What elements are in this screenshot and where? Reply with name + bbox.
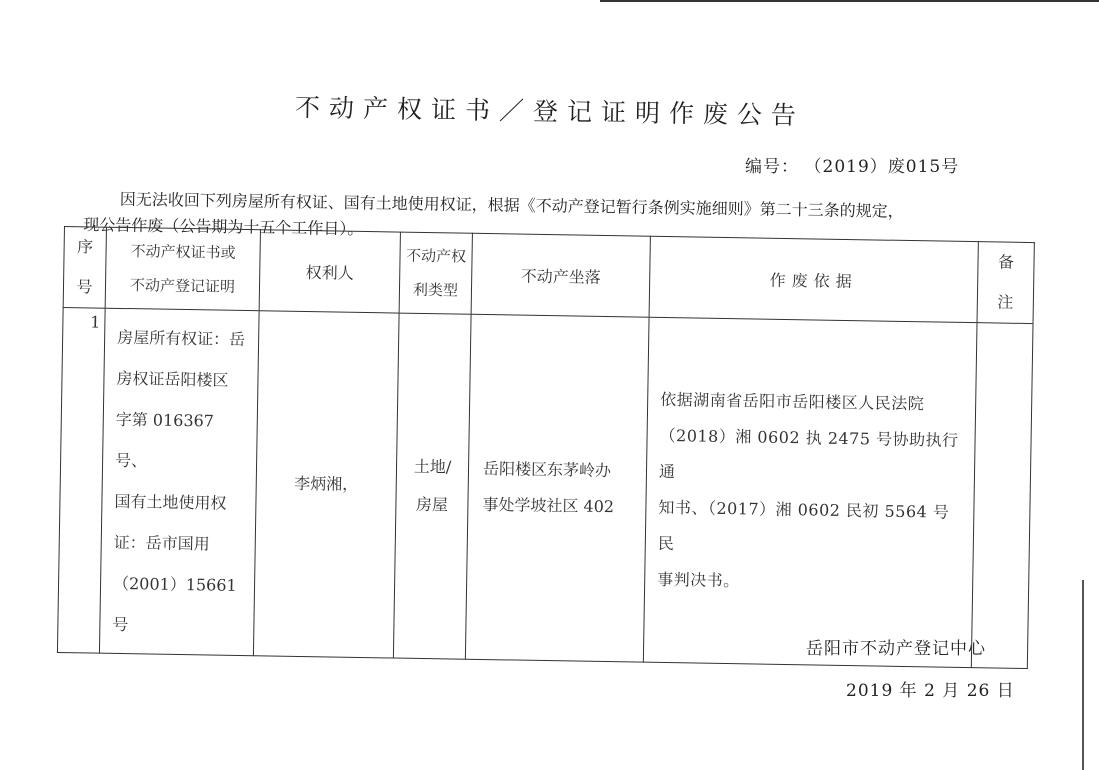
row-basis: 依据湖南省岳阳市岳阳楼区人民法院 （2018）湘 0602 执 2475 号协助执行通 知书、（2017）湘 0602 民初 5564 号民 事判决书。 [643,317,977,667]
document-number-value: （2019）废015号 [813,157,960,177]
header-location: 不动产坐落 [471,233,650,317]
header-certificate: 不动产权证书或 不动产登记证明 [105,227,260,311]
row-right-type: 土地/ 房屋 [393,313,471,659]
scan-edge-right [1082,580,1084,770]
issuer-name: 岳阳市不动产登记中心 [806,639,986,659]
document-number-label: 编号： [745,157,799,177]
document-title: 不动产权证书／登记证明作废公告 [294,92,806,131]
header-right-type: 不动产权 利类型 [399,232,472,314]
intro-line-2: 现公告作废（公告期为十五个工作日）。 [83,214,364,239]
row-remark [971,323,1033,669]
header-seq: 序 号 [63,227,106,309]
row-seq: 1 [57,307,105,653]
table-row [57,307,1033,668]
scan-edge-top [600,0,1099,2]
row-certificate: 房屋所有权证：岳 房权证岳阳楼区 字第 016367 号、 国有土地使用权 证：岳市国用 （2001）15661 号 [99,308,259,656]
notice-table-wrapper [58,226,1034,635]
document-number [745,152,959,177]
row-holder: 李炳湘， [253,311,399,658]
header-basis: 作废依据 [649,236,978,322]
header-holder: 权利人 [259,230,400,313]
issue-date: 2019 年 2 月 26 日 [846,681,1015,701]
header-remark: 备 注 [977,242,1034,324]
notice-table [57,226,1035,669]
row-location: 岳阳楼区东茅岭办 事处学坡社区 402 [465,314,649,662]
intro-line-1: 因无法收回下列房屋所有权证、国有土地使用权证，根据《不动产登记暂行条例实施细则》第二十三条的规定， [119,189,904,221]
